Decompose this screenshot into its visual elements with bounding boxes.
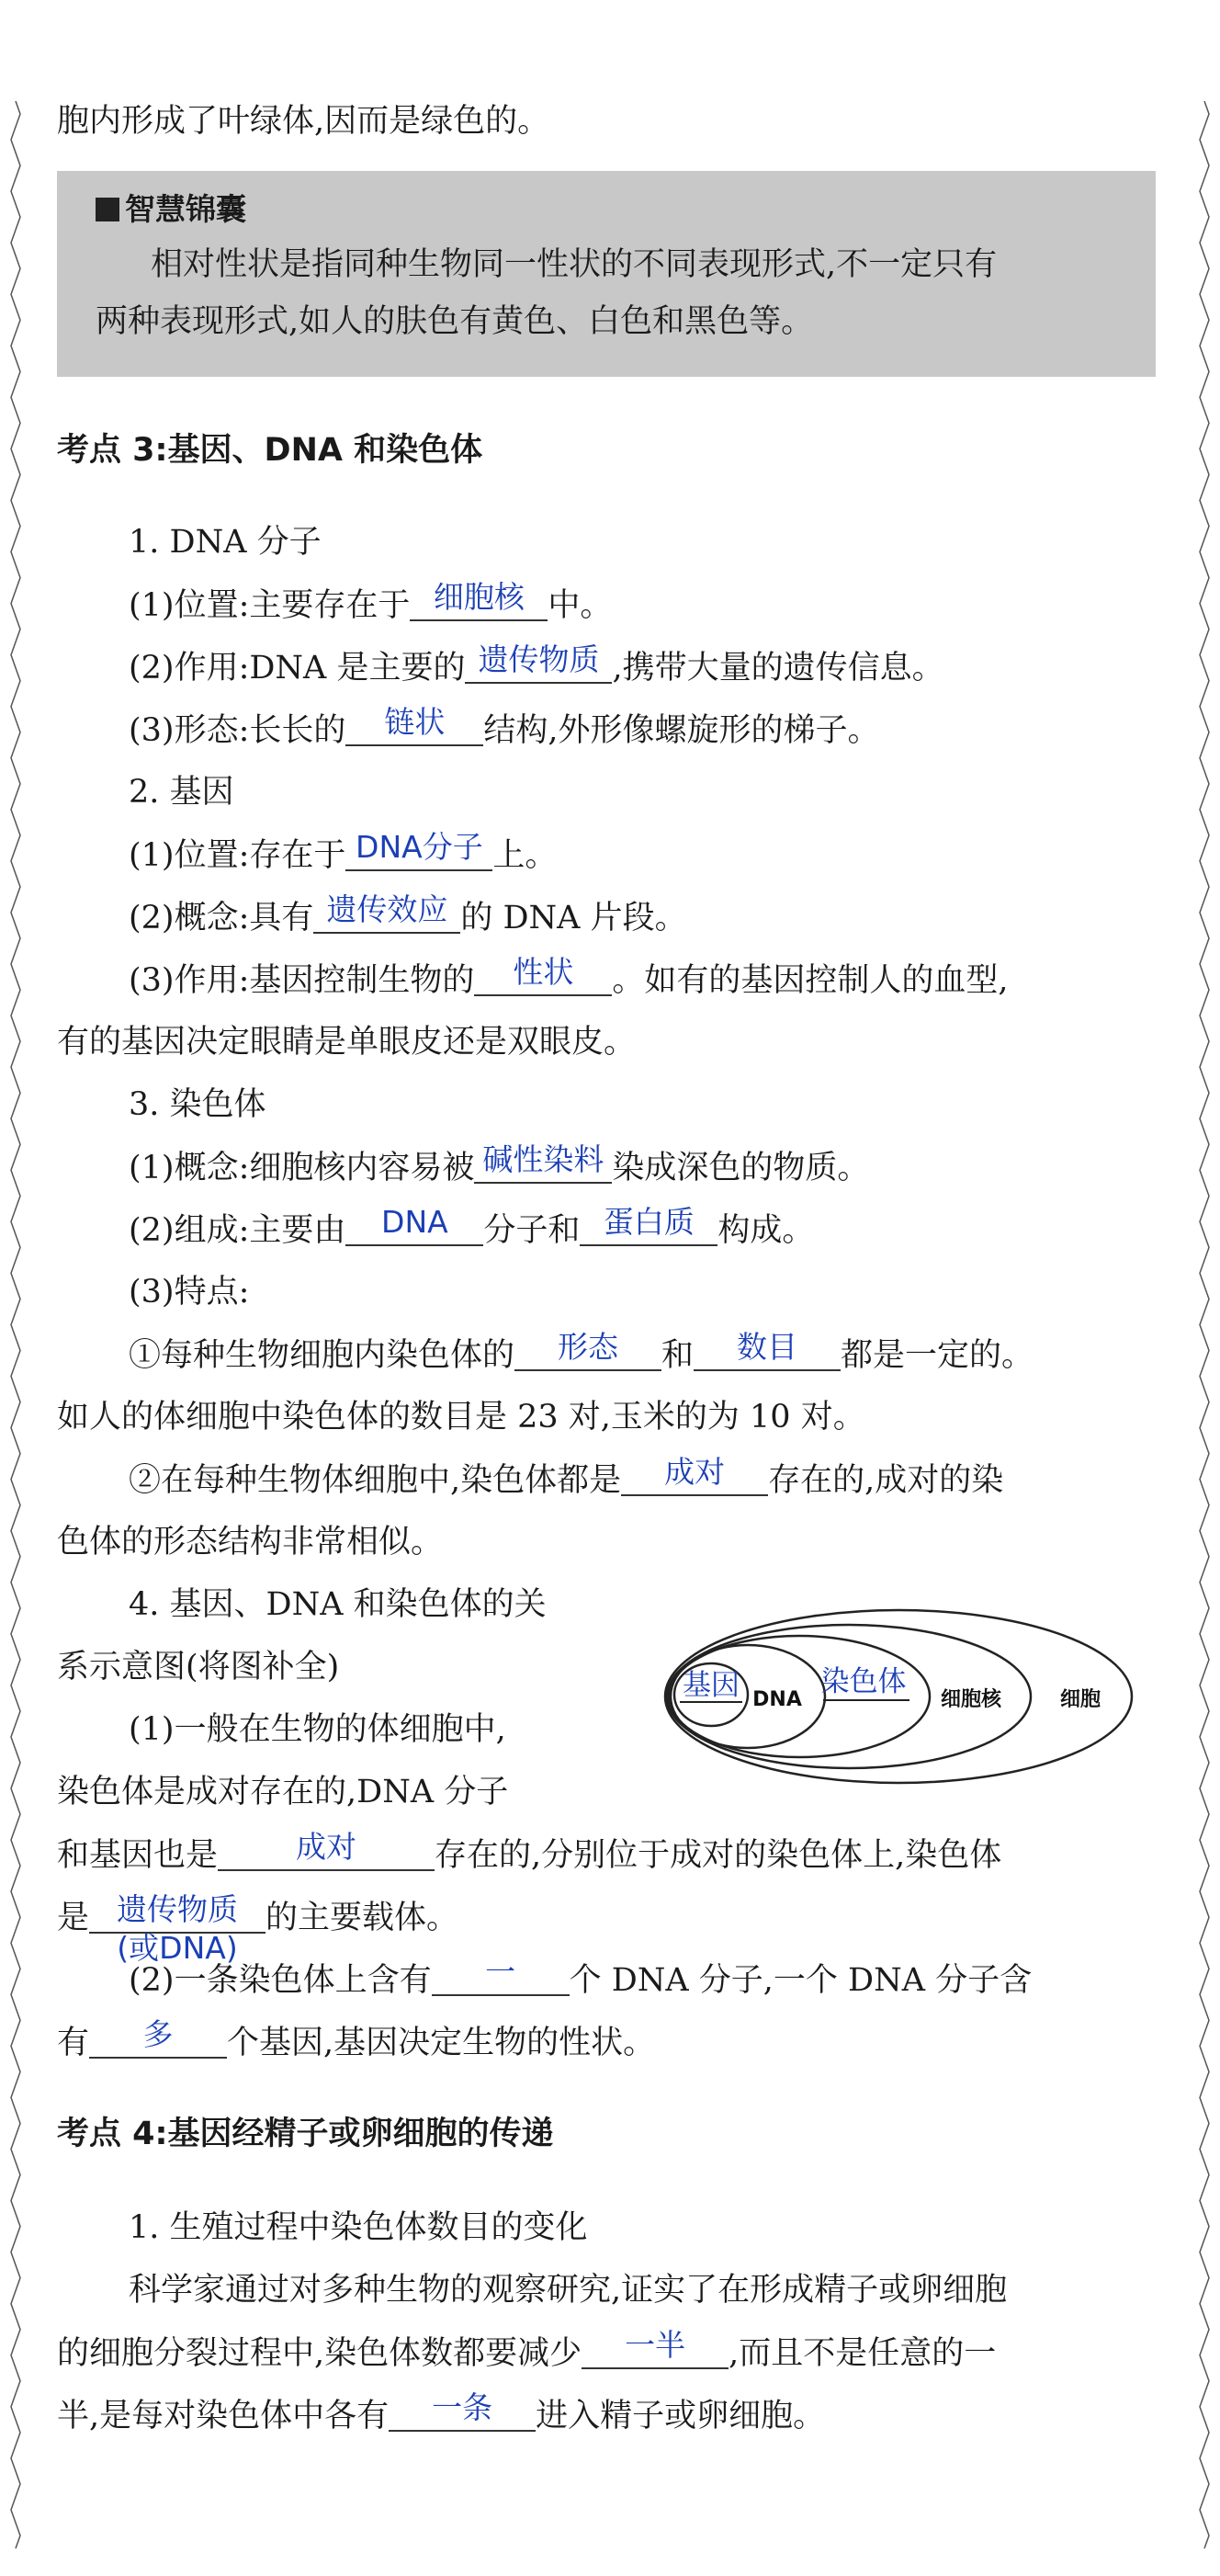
answer-blank: 成对 xyxy=(218,1833,435,1871)
fill-line: 和基因也是 成对 存在的,分别位于成对的染色体上,染色体 xyxy=(57,1829,1002,1874)
answer-blank: 性状 xyxy=(474,958,612,996)
gene-answer: 基因 xyxy=(683,1669,740,1702)
fill-line: (3)形态:长长的 链状 结构,外形像螺旋形的梯子。 xyxy=(129,704,880,749)
fill-line: (1)位置:主要存在于 细胞核 中。 xyxy=(129,579,613,624)
answer-extra: (或DNA) xyxy=(117,1930,238,1966)
fill-line: (2)一条染色体上含有 一 个 DNA 分子,一个 DNA 分子含 xyxy=(129,1954,1033,1999)
fill-line: (3)作用:基因控制生物的 性状 。如有的基因控制人的血型, xyxy=(129,954,1009,999)
answer-blank: 蛋白质 xyxy=(580,1208,717,1246)
intro-line: 胞内形成了叶绿体,因而是绿色的。 xyxy=(57,103,550,140)
item-title: 1. DNA 分子 xyxy=(129,524,322,561)
square-bullet-icon xyxy=(96,198,119,221)
answer-blank: 链状 xyxy=(345,708,483,746)
answer-blank: 一 xyxy=(432,1958,570,1996)
answer-blank: 数目 xyxy=(694,1333,841,1371)
text-line: 染色体是成对存在的,DNA 分子 xyxy=(57,1774,509,1810)
item-title-cont: 系示意图(将图补全) xyxy=(57,1649,340,1685)
item-title: 1. 生殖过程中染色体数目的变化 xyxy=(129,2209,588,2246)
wisdom-box-line: 两种表现形式,如人的肤色有黄色、白色和黑色等。 xyxy=(96,303,814,340)
answer-blank: 遗传物质 (或DNA) xyxy=(89,1895,265,1934)
relation-diagram xyxy=(660,1605,1137,1788)
right-border-decoration xyxy=(1198,101,1211,2558)
answer-blank: 多 xyxy=(89,2020,227,2059)
answer-blank: 成对 xyxy=(621,1458,768,1496)
answer-blank: 遗传效应 xyxy=(313,895,460,934)
text-line: 如人的体细胞中染色体的数目是 23 对,玉米的为 10 对。 xyxy=(57,1399,865,1436)
text-line: 色体的形态结构非常相似。 xyxy=(57,1524,444,1560)
item-title: 2. 基因 xyxy=(129,774,234,811)
fill-line: (1)位置:存在于 DNA分子 上。 xyxy=(129,829,558,874)
fill-line: (2)概念:具有 遗传效应 的 DNA 片段。 xyxy=(129,891,687,936)
answer-blank: 一条 xyxy=(389,2393,536,2432)
nucleus-label: 细胞核 xyxy=(940,1688,1002,1711)
text-line: 科学家通过对多种生物的观察研究,证实了在形成精子或卵细胞 xyxy=(129,2272,1008,2309)
fill-line: 半,是每对染色体中各有 一条 进入精子或卵细胞。 xyxy=(57,2389,826,2434)
fill-line: 的细胞分裂过程中,染色体数都要减少 一半 ,而且不是任意的一 xyxy=(57,2327,997,2372)
fill-line: (2)组成:主要由 DNA 分子和 蛋白质 构成。 xyxy=(129,1204,815,1249)
fill-line: 有 多 个基因,基因决定生物的性状。 xyxy=(57,2016,656,2061)
section-heading: 考点 3:基因、DNA 和染色体 xyxy=(57,432,483,469)
item-title: 4. 基因、DNA 和染色体的关 xyxy=(129,1586,547,1623)
text-line: (1)一般在生物的体细胞中, xyxy=(129,1711,506,1748)
answer-blank: DNA xyxy=(345,1208,483,1246)
text-line: 有的基因决定眼睛是单眼皮还是双眼皮。 xyxy=(57,1024,637,1061)
fill-line: (2)作用:DNA 是主要的 遗传物质 ,携带大量的遗传信息。 xyxy=(129,641,944,687)
wisdom-box-line: 相对性状是指同种生物同一性状的不同表现形式,不一定只有 xyxy=(151,246,998,283)
item-title: 3. 染色体 xyxy=(129,1086,266,1123)
answer-blank: DNA分子 xyxy=(345,833,492,871)
fill-line: ②在每种生物体细胞中,染色体都是 成对 存在的,成对的染 xyxy=(129,1454,1004,1499)
fill-line: (1)概念:细胞核内容易被 碱性染料 染成深色的物质。 xyxy=(129,1141,870,1186)
text-line: (3)特点: xyxy=(129,1274,250,1311)
answer-blank: 形态 xyxy=(514,1333,661,1371)
answer-blank: 一半 xyxy=(582,2331,729,2369)
dna-label: DNA xyxy=(752,1688,802,1711)
wisdom-box xyxy=(57,171,1156,377)
cell-label: 细胞 xyxy=(1059,1688,1101,1711)
left-border-decoration xyxy=(9,101,22,2558)
answer-blank: 细胞核 xyxy=(410,583,548,621)
fill-line: 是 遗传物质 (或DNA) 的主要载体。 xyxy=(57,1891,459,1966)
section-heading: 考点 4:基因经精子或卵细胞的传递 xyxy=(57,2116,554,2152)
wisdom-box-title: 智慧锦囊 xyxy=(96,186,246,229)
answer-blank: 遗传物质 xyxy=(465,645,612,684)
answer-blank: 碱性染料 xyxy=(474,1145,612,1184)
fill-line: ①每种生物细胞内染色体的 形态 和 数目 都是一定的。 xyxy=(129,1329,1034,1374)
chromosome-answer: 染色体 xyxy=(820,1665,907,1698)
